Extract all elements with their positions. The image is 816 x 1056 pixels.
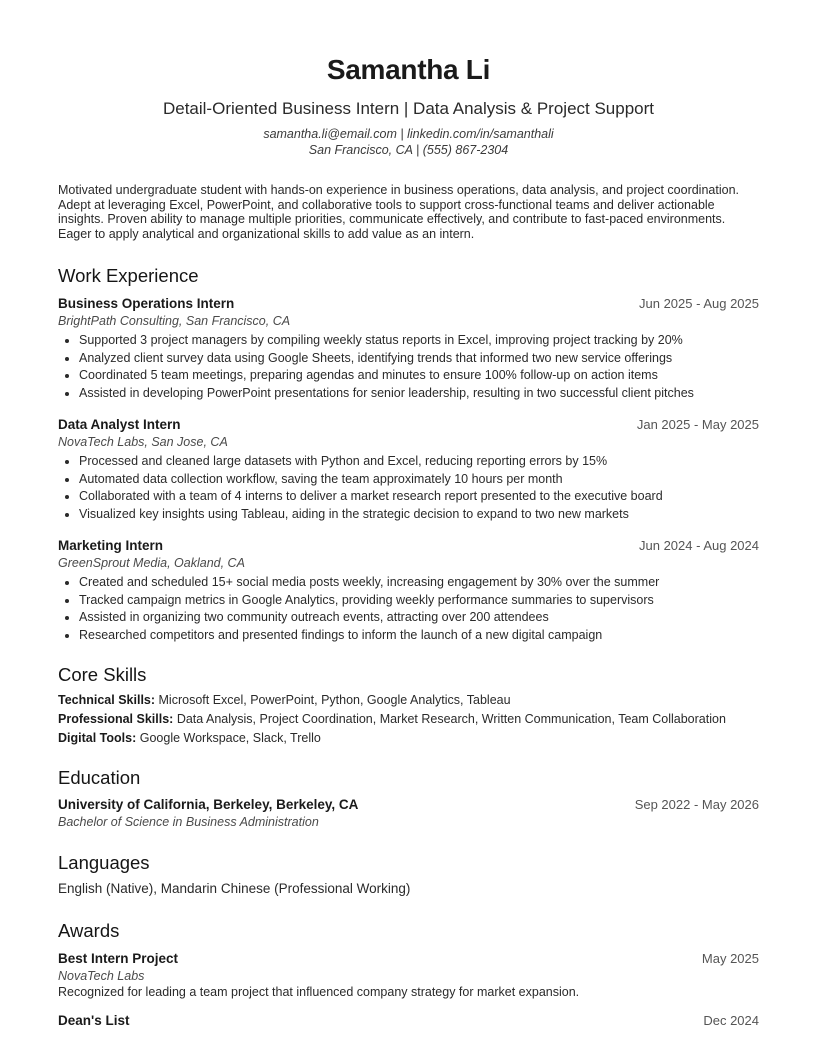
job-company: BrightPath Consulting, San Francisco, CA bbox=[58, 314, 291, 328]
skill-line bbox=[58, 731, 759, 745]
section-title-awards: Awards bbox=[58, 920, 120, 941]
skill-value: Microsoft Excel, PowerPoint, Python, Google Analytics, Tableau bbox=[158, 693, 511, 707]
bullet-item: • Automated data collection workflow, saving the team approximately 10 hours per month bbox=[79, 471, 759, 489]
award-date: Dec 2024 bbox=[703, 1013, 759, 1028]
education-entry bbox=[58, 795, 759, 831]
languages-text: English (Native), Mandarin Chinese (Professional Working) bbox=[58, 881, 411, 896]
job-entry bbox=[58, 536, 759, 644]
section-title-education: Education bbox=[58, 767, 141, 788]
award-entry bbox=[58, 949, 759, 1000]
job-role: Business Operations Intern bbox=[58, 296, 235, 311]
headline: Detail-Oriented Business Intern | Data Analysis & Project Support bbox=[162, 99, 655, 118]
bullet-item: • Visualized key insights using Tableau, aiding in the strategic decision to expand to two new markets bbox=[79, 506, 759, 524]
job-dates: Jun 2025 - Aug 2025 bbox=[639, 296, 759, 311]
education-dates: Sep 2022 - May 2026 bbox=[634, 797, 759, 812]
contact-info bbox=[58, 127, 759, 158]
job-entry bbox=[58, 294, 759, 402]
bullet-item: • Created and scheduled 15+ social media posts weekly, increasing engagement by 30% over the summer bbox=[79, 574, 759, 592]
bullet-item: • Collaborated with a team of 4 interns to deliver a market research report presented to the executive board bbox=[79, 488, 759, 506]
job-role: Marketing Intern bbox=[58, 538, 164, 553]
section-title-languages: Languages bbox=[58, 852, 150, 873]
skill-label: Professional Skills: bbox=[58, 712, 174, 726]
resume-page bbox=[58, 52, 759, 1030]
award-description: Recognized for leading a team project that influenced company strategy for market expansion. bbox=[58, 985, 580, 999]
bullet-item: • Tracked campaign metrics in Google Analytics, providing weekly performance summaries to supervisors bbox=[79, 592, 759, 610]
job-company: NovaTech Labs, San Jose, CA bbox=[58, 435, 228, 449]
professional-summary: Motivated undergraduate student with hands-on experience in business operations, data analysis, and project coordination. Adept at leveraging Excel, PowerPoint, and collaborative tools to support cross-functional teams and deliver actionable insights. Proven ability to manage multiple priorities, communicate effectively, and contribute to fast-paced environments. Eager to apply analytical and organizational skills to add value as an intern. bbox=[58, 183, 739, 241]
award-org: NovaTech Labs bbox=[58, 969, 145, 983]
bullet-item: • Processed and cleaned large datasets with Python and Excel, reducing reporting errors by 15% bbox=[79, 453, 759, 471]
award-name: Dean's List bbox=[58, 1013, 130, 1028]
bullet-item: • Coordinated 5 team meetings, preparing agendas and minutes to ensure 100% follow-up on action items bbox=[79, 367, 759, 385]
languages-section bbox=[58, 851, 759, 898]
school-name: University of California, Berkeley, Berkeley, CA bbox=[58, 797, 359, 812]
skill-line bbox=[58, 712, 759, 726]
job-bullets bbox=[58, 453, 759, 523]
job-dates: Jan 2025 - May 2025 bbox=[636, 417, 759, 432]
job-bullets bbox=[58, 332, 759, 402]
work-experience-section bbox=[58, 264, 759, 644]
awards-section bbox=[58, 919, 759, 1030]
skill-value: Data Analysis, Project Coordination, Market Research, Written Communication, Team Collaboration bbox=[176, 712, 726, 726]
award-entry bbox=[58, 1011, 759, 1030]
bullet-item: • Assisted in organizing two community outreach events, attracting over 200 attendees bbox=[79, 609, 759, 627]
job-company: GreenSprout Media, Oakland, CA bbox=[58, 556, 245, 570]
skill-label: Technical Skills: bbox=[58, 693, 156, 707]
bullet-item: • Supported 3 project managers by compiling weekly status reports in Excel, improving project tracking by 20% bbox=[79, 332, 759, 350]
job-entry bbox=[58, 415, 759, 523]
contact-line-location-phone: San Francisco, CA | (555) 867-2304 bbox=[308, 142, 509, 157]
skill-value: Google Workspace, Slack, Trello bbox=[139, 731, 321, 745]
skill-label: Digital Tools: bbox=[58, 731, 137, 745]
job-dates: Jun 2024 - Aug 2024 bbox=[639, 538, 759, 553]
job-role: Data Analyst Intern bbox=[58, 417, 181, 432]
section-title-work: Work Experience bbox=[58, 265, 199, 286]
award-date: May 2025 bbox=[701, 951, 759, 966]
core-skills-section bbox=[58, 663, 759, 745]
section-title-skills: Core Skills bbox=[58, 664, 147, 685]
skill-line bbox=[58, 693, 759, 707]
award-name: Best Intern Project bbox=[58, 951, 179, 966]
education-section bbox=[58, 766, 759, 831]
bullet-item: • Researched competitors and presented findings to inform the launch of a new digital campaign bbox=[79, 627, 759, 645]
bullet-item: • Assisted in developing PowerPoint presentations for senior leadership, resulting in two successful client pitches bbox=[79, 385, 759, 403]
candidate-name: Samantha Li bbox=[326, 54, 491, 85]
bullet-item: • Analyzed client survey data using Google Sheets, identifying trends that informed two new service offerings bbox=[79, 350, 759, 368]
job-bullets bbox=[58, 574, 759, 644]
degree: Bachelor of Science in Business Administration bbox=[58, 815, 319, 829]
contact-line-email-linkedin: samantha.li@email.com | linkedin.com/in/samanthali bbox=[263, 127, 554, 141]
